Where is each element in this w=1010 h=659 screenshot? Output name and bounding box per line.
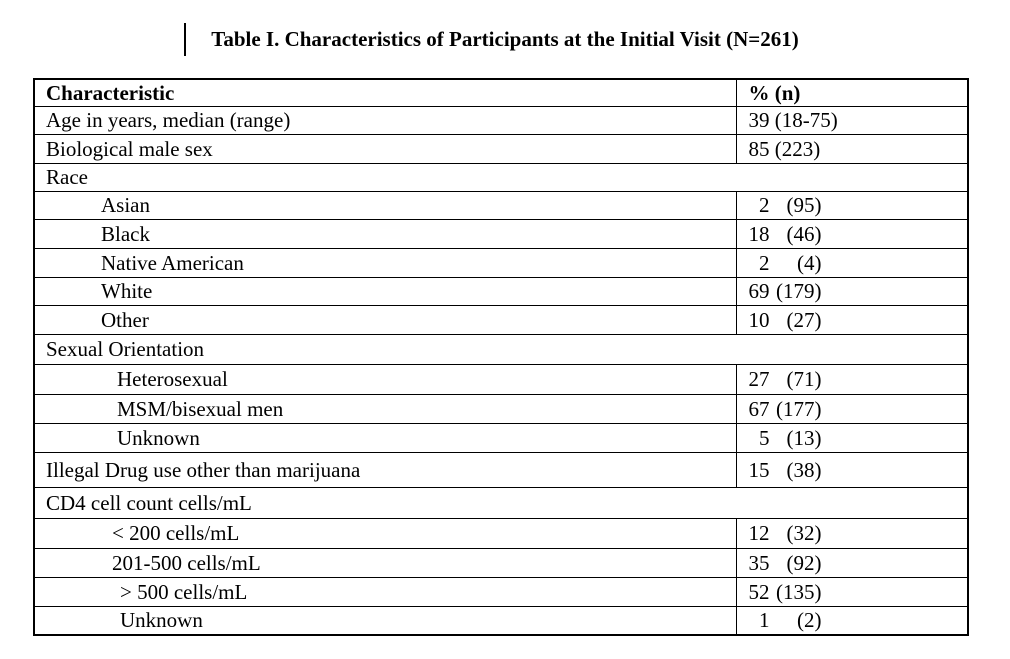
pct-value: 2	[759, 250, 770, 275]
row-value: 85 (223)	[736, 134, 968, 163]
section-row	[34, 334, 968, 364]
row-label: Age in years, median (range)	[34, 106, 736, 134]
row-label: Biological male sex	[34, 134, 736, 163]
row-label: White	[34, 277, 736, 305]
table-row	[34, 219, 968, 248]
row-label: > 500 cells/mL	[34, 577, 736, 606]
row-label: 201-500 cells/mL	[34, 548, 736, 577]
section-row	[34, 487, 968, 518]
row-label: Illegal Drug use other than marijuana	[34, 452, 736, 487]
table-row	[34, 134, 968, 163]
table-row	[34, 277, 968, 305]
table-row	[34, 248, 968, 277]
count-value: (46)	[786, 221, 822, 246]
count-value: (2)	[797, 608, 822, 633]
value-column-header: % (n)	[736, 79, 968, 106]
row-label: Black	[34, 219, 736, 248]
row-label: Heterosexual	[34, 364, 736, 394]
row-label: Asian	[34, 191, 736, 219]
table-row	[34, 364, 968, 394]
row-value	[736, 219, 968, 248]
row-value	[736, 191, 968, 219]
row-label: Unknown	[34, 606, 736, 635]
count-value: (95)	[786, 193, 822, 217]
row-value	[736, 248, 968, 277]
row-label: < 200 cells/mL	[34, 518, 736, 548]
count-value: (4)	[797, 250, 822, 275]
table-row	[34, 423, 968, 452]
row-value	[736, 548, 968, 577]
pct-value: 52	[748, 579, 770, 604]
count-value: (92)	[786, 550, 822, 575]
pct-value: 5	[759, 425, 770, 450]
row-label: Other	[34, 305, 736, 334]
table-row	[34, 606, 968, 635]
characteristic-column-header: Characteristic	[34, 79, 736, 106]
pct-value: 18	[748, 221, 770, 246]
pct-value: 67	[748, 396, 770, 421]
count-value: (71)	[786, 367, 822, 391]
row-label: Unknown	[34, 423, 736, 452]
pct-value: 35	[748, 550, 770, 575]
count-value: (32)	[786, 521, 822, 545]
count-value: (179)	[776, 279, 822, 303]
count-value: (27)	[786, 307, 822, 332]
row-label: MSM/bisexual men	[34, 394, 736, 423]
row-value	[736, 577, 968, 606]
pct-value: 15	[748, 457, 770, 482]
row-value	[736, 423, 968, 452]
row-label: Native American	[34, 248, 736, 277]
page-title: Table I. Characteristics of Participants at the Initial Visit (N=261)	[211, 27, 799, 51]
header-row	[34, 79, 968, 106]
row-value	[736, 452, 968, 487]
section-row	[34, 163, 968, 191]
pct-value: 12	[748, 521, 770, 545]
section-label: Race	[34, 163, 968, 191]
participants-table	[33, 78, 969, 636]
table-row	[34, 577, 968, 606]
table-row	[34, 548, 968, 577]
pct-value: 10	[748, 307, 770, 332]
table-row	[34, 106, 968, 134]
table-row	[34, 305, 968, 334]
count-value: (135)	[776, 579, 822, 604]
pct-value: 1	[759, 608, 770, 633]
count-value: (38)	[786, 457, 822, 482]
count-value: (13)	[786, 425, 822, 450]
row-value	[736, 394, 968, 423]
table-row	[34, 518, 968, 548]
row-value	[736, 305, 968, 334]
row-value	[736, 364, 968, 394]
pct-value: 69	[748, 279, 770, 303]
count-value: (177)	[776, 396, 822, 421]
table-row	[34, 191, 968, 219]
row-value	[736, 277, 968, 305]
section-label: CD4 cell count cells/mL	[34, 487, 968, 518]
table-row	[34, 394, 968, 423]
table-row	[34, 452, 968, 487]
pct-value: 2	[759, 193, 770, 217]
row-value: 39 (18-75)	[736, 106, 968, 134]
row-value	[736, 518, 968, 548]
row-value	[736, 606, 968, 635]
pct-value: 27	[748, 367, 770, 391]
section-label: Sexual Orientation	[34, 334, 968, 364]
